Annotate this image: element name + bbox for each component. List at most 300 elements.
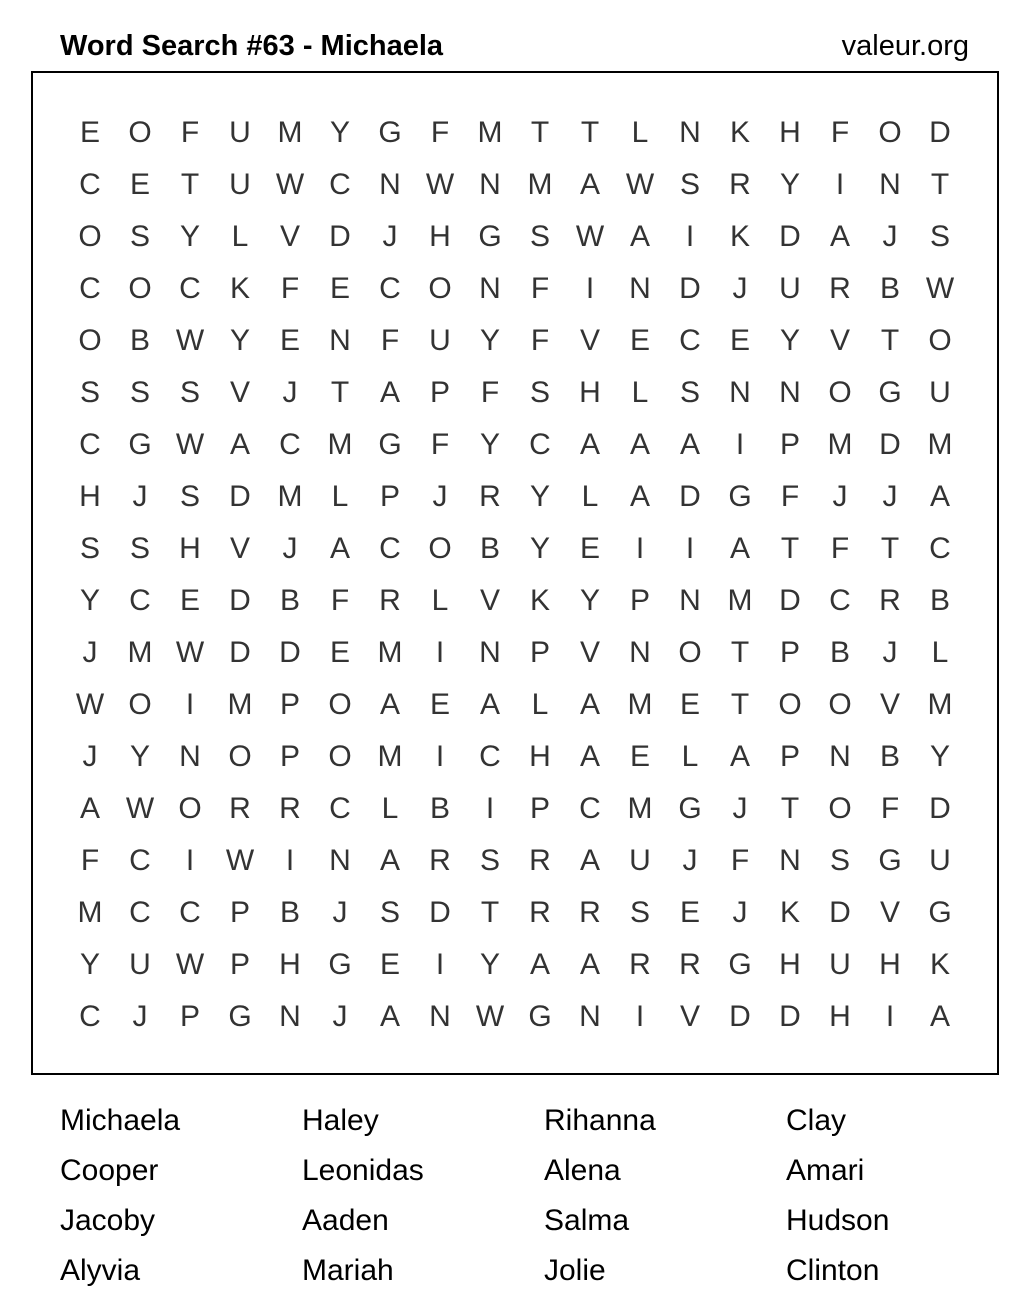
grid-cell: N	[429, 1000, 451, 1033]
grid-cell: J	[132, 1000, 148, 1033]
grid-cell: D	[679, 272, 701, 305]
grid-cell: H	[579, 376, 601, 409]
grid-cell: V	[879, 896, 900, 929]
word-list-item: Clinton	[786, 1254, 880, 1287]
grid-cell: A	[579, 428, 600, 461]
grid-cell: F	[380, 324, 400, 357]
grid-cell: O	[928, 324, 952, 357]
grid-cell: P	[429, 376, 450, 409]
grid-cell: O	[428, 532, 452, 565]
grid-cell: G	[228, 1000, 252, 1033]
grid-cell: P	[229, 948, 250, 981]
grid-cell: W	[925, 272, 955, 305]
grid-cell: J	[332, 896, 348, 929]
grid-cell: G	[528, 1000, 552, 1033]
grid-cell: H	[529, 740, 551, 773]
grid-cell: H	[879, 948, 901, 981]
grid-cell: D	[729, 1000, 751, 1033]
grid-cell: H	[779, 116, 801, 149]
grid-cell: T	[780, 532, 800, 565]
grid-cell: I	[585, 272, 595, 305]
grid-cell: I	[685, 532, 695, 565]
word-list-item: Hudson	[786, 1204, 890, 1237]
grid-cell: O	[778, 688, 802, 721]
grid-cell: A	[329, 532, 350, 565]
grid-cell: B	[479, 532, 500, 565]
grid-cell: A	[579, 844, 600, 877]
grid-cell: A	[929, 1000, 950, 1033]
grid-cell: V	[879, 688, 900, 721]
grid-cell: I	[885, 1000, 895, 1033]
grid-cell: W	[225, 844, 255, 877]
grid-cell: R	[279, 792, 301, 825]
grid-cell: M	[727, 584, 753, 617]
grid-cell: I	[285, 844, 295, 877]
grid-cell: J	[282, 532, 298, 565]
grid-cell: U	[829, 948, 851, 981]
grid-cell: A	[629, 220, 650, 253]
grid-cell: D	[929, 116, 951, 149]
grid-cell: E	[329, 272, 350, 305]
grid-cell: W	[625, 168, 655, 201]
grid-cell: J	[832, 480, 848, 513]
grid-cell: Y	[529, 532, 550, 565]
grid-cell: Y	[779, 168, 800, 201]
grid-cell: U	[229, 168, 251, 201]
grid-cell: L	[531, 688, 549, 721]
grid-cell: H	[179, 532, 201, 565]
grid-cell: O	[178, 792, 202, 825]
grid-cell: A	[579, 740, 600, 773]
grid-cell: N	[179, 740, 201, 773]
grid-cell: O	[228, 740, 252, 773]
grid-cell: C	[179, 896, 201, 929]
grid-cell: D	[779, 584, 801, 617]
grid-cell: M	[77, 896, 103, 929]
grid-cell: R	[479, 480, 501, 513]
grid-cell: N	[679, 116, 701, 149]
grid-cell: U	[929, 844, 951, 877]
grid-cell: H	[779, 948, 801, 981]
grid-cell: C	[679, 324, 701, 357]
grid-cell: V	[229, 376, 250, 409]
grid-cell: N	[879, 168, 901, 201]
grid-cell: K	[729, 116, 750, 149]
grid-cell: N	[579, 1000, 601, 1033]
grid-cell: A	[529, 948, 550, 981]
grid-cell: H	[829, 1000, 851, 1033]
grid-cell: O	[128, 688, 152, 721]
word-list-item: Leonidas	[302, 1154, 424, 1187]
grid-cell: T	[930, 168, 950, 201]
grid-cell: F	[530, 324, 550, 357]
grid-cell: I	[635, 1000, 645, 1033]
grid-cell: F	[830, 532, 850, 565]
grid-cell: A	[579, 168, 600, 201]
grid-cell: B	[829, 636, 850, 669]
grid-cell: D	[779, 220, 801, 253]
grid-cell: A	[629, 428, 650, 461]
grid-cell: K	[729, 220, 750, 253]
grid-cell: N	[629, 636, 651, 669]
grid-cell: S	[929, 220, 950, 253]
grid-cell: Y	[79, 584, 100, 617]
grid-cell: M	[627, 688, 653, 721]
grid-cell: J	[82, 740, 98, 773]
grid-cell: R	[429, 844, 451, 877]
grid-cell: P	[229, 896, 250, 929]
grid-cell: D	[229, 584, 251, 617]
grid-cell: A	[379, 844, 400, 877]
grid-cell: K	[529, 584, 550, 617]
grid-cell: J	[732, 896, 748, 929]
grid-cell: G	[678, 792, 702, 825]
grid-cell: F	[830, 116, 850, 149]
grid-cell: P	[529, 792, 550, 825]
grid-cell: L	[581, 480, 599, 513]
grid-cell: H	[429, 220, 451, 253]
grid-cell: R	[879, 584, 901, 617]
grid-cell: Y	[229, 324, 250, 357]
grid-cell: W	[475, 1000, 505, 1033]
grid-cell: V	[229, 532, 250, 565]
grid-cell: M	[477, 116, 503, 149]
grid-cell: E	[429, 688, 450, 721]
grid-cell: U	[779, 272, 801, 305]
word-list-item: Michaela	[60, 1104, 181, 1137]
grid-cell: E	[729, 324, 750, 357]
grid-cell: S	[79, 376, 100, 409]
grid-cell: J	[132, 480, 148, 513]
grid-cell: F	[430, 116, 450, 149]
grid-cell: A	[729, 740, 750, 773]
grid-cell: Y	[779, 324, 800, 357]
grid-cell: W	[175, 948, 205, 981]
grid-cell: W	[175, 324, 205, 357]
grid-cell: C	[79, 168, 101, 201]
word-list-item: Rihanna	[544, 1104, 656, 1137]
grid-cell: O	[128, 272, 152, 305]
grid-cell: E	[279, 324, 300, 357]
grid-cell: L	[681, 740, 699, 773]
grid-cell: G	[728, 480, 752, 513]
grid-cell: D	[779, 1000, 801, 1033]
grid-cell: Y	[329, 116, 350, 149]
grid-cell: C	[79, 428, 101, 461]
grid-cell: P	[279, 688, 300, 721]
grid-cell: I	[835, 168, 845, 201]
grid-cell: E	[329, 636, 350, 669]
grid-cell: P	[179, 1000, 200, 1033]
grid-cell: A	[729, 532, 750, 565]
grid-cell: B	[279, 584, 300, 617]
grid-cell: C	[529, 428, 551, 461]
grid-cell: F	[80, 844, 100, 877]
grid-cell: V	[679, 1000, 700, 1033]
word-list-item: Aaden	[302, 1204, 389, 1237]
word-list-item: Cooper	[60, 1154, 159, 1187]
grid-cell: U	[629, 844, 651, 877]
grid-cell: M	[377, 740, 403, 773]
grid-cell: N	[279, 1000, 301, 1033]
grid-cell: C	[129, 896, 151, 929]
grid-cell: G	[928, 896, 952, 929]
grid-cell: T	[530, 116, 550, 149]
grid-cell: B	[279, 896, 300, 929]
grid-cell: A	[379, 376, 400, 409]
grid-cell: O	[878, 116, 902, 149]
grid-cell: C	[129, 584, 151, 617]
grid-cell: W	[275, 168, 305, 201]
grid-cell: S	[129, 220, 150, 253]
grid-cell: P	[529, 636, 550, 669]
grid-cell: T	[330, 376, 350, 409]
grid-cell: S	[379, 896, 400, 929]
word-list-item: Salma	[544, 1204, 630, 1237]
grid-cell: O	[128, 116, 152, 149]
grid-cell: T	[880, 324, 900, 357]
grid-cell: I	[735, 428, 745, 461]
grid-cell: L	[231, 220, 249, 253]
grid-cell: Y	[579, 584, 600, 617]
grid-cell: P	[279, 740, 300, 773]
grid-cell: C	[379, 532, 401, 565]
grid-cell: T	[730, 636, 750, 669]
grid-cell: O	[828, 688, 852, 721]
grid-cell: E	[679, 896, 700, 929]
puzzle-title: Word Search #63 - Michaela	[60, 30, 444, 62]
grid-cell: D	[279, 636, 301, 669]
grid-cell: C	[479, 740, 501, 773]
grid-cell: D	[329, 220, 351, 253]
grid-cell: J	[282, 376, 298, 409]
grid-cell: N	[779, 376, 801, 409]
grid-cell: M	[327, 428, 353, 461]
grid-cell: G	[378, 428, 402, 461]
puzzle-board	[31, 71, 999, 1075]
grid-cell: F	[280, 272, 300, 305]
grid-cell: M	[377, 636, 403, 669]
grid-cell: R	[529, 844, 551, 877]
grid-cell: V	[579, 324, 600, 357]
grid-cell: T	[480, 896, 500, 929]
grid-cell: A	[579, 688, 600, 721]
grid-cell: P	[629, 584, 650, 617]
grid-cell: D	[229, 636, 251, 669]
grid-cell: R	[629, 948, 651, 981]
grid-cell: A	[79, 792, 100, 825]
grid-cell: E	[679, 688, 700, 721]
grid-cell: E	[129, 168, 150, 201]
grid-cell: E	[379, 948, 400, 981]
grid-cell: V	[479, 584, 500, 617]
grid-cell: H	[79, 480, 101, 513]
grid-cell: U	[229, 116, 251, 149]
grid-cell: C	[929, 532, 951, 565]
grid-cell: O	[328, 740, 352, 773]
grid-cell: N	[329, 844, 351, 877]
grid-cell: I	[685, 220, 695, 253]
grid-cell: K	[229, 272, 250, 305]
grid-cell: W	[125, 792, 155, 825]
grid-cell: V	[829, 324, 850, 357]
grid-cell: Y	[479, 428, 500, 461]
grid-cell: P	[379, 480, 400, 513]
grid-cell: M	[627, 792, 653, 825]
grid-cell: S	[479, 844, 500, 877]
grid-cell: S	[129, 376, 150, 409]
grid-cell: Y	[79, 948, 100, 981]
grid-cell: N	[679, 584, 701, 617]
grid-cell: A	[479, 688, 500, 721]
grid-cell: E	[629, 324, 650, 357]
word-list-item: Clay	[786, 1104, 847, 1137]
grid-cell: M	[927, 428, 953, 461]
grid-cell: I	[435, 636, 445, 669]
grid-cell: J	[882, 636, 898, 669]
grid-cell: Y	[479, 324, 500, 357]
grid-cell: J	[732, 792, 748, 825]
grid-cell: I	[635, 532, 645, 565]
grid-cell: W	[75, 688, 105, 721]
word-list-item: Jacoby	[60, 1204, 156, 1237]
grid-cell: T	[580, 116, 600, 149]
grid-cell: N	[729, 376, 751, 409]
grid-cell: A	[929, 480, 950, 513]
word-list-item: Haley	[302, 1104, 379, 1137]
grid-cell: F	[530, 272, 550, 305]
grid-cell: I	[485, 792, 495, 825]
grid-cell: N	[479, 168, 501, 201]
grid-cell: R	[729, 168, 751, 201]
grid-cell: U	[929, 376, 951, 409]
grid-cell: A	[829, 220, 850, 253]
grid-cell: S	[829, 844, 850, 877]
word-list-item: Amari	[786, 1154, 865, 1187]
grid-cell: F	[330, 584, 350, 617]
grid-cell: F	[430, 428, 450, 461]
grid-cell: I	[185, 844, 195, 877]
grid-cell: A	[229, 428, 250, 461]
grid-cell: W	[425, 168, 455, 201]
grid-cell: E	[629, 740, 650, 773]
grid-cell: C	[829, 584, 851, 617]
grid-cell: A	[379, 688, 400, 721]
grid-cell: U	[429, 324, 451, 357]
grid-cell: F	[480, 376, 500, 409]
grid-cell: S	[529, 376, 550, 409]
grid-cell: R	[379, 584, 401, 617]
grid-cell: O	[328, 688, 352, 721]
word-list-item: Alena	[544, 1154, 621, 1187]
grid-cell: H	[279, 948, 301, 981]
grid-cell: B	[879, 740, 900, 773]
site-name: valeur.org	[841, 30, 969, 62]
grid-cell: C	[279, 428, 301, 461]
grid-cell: J	[332, 1000, 348, 1033]
grid-cell: M	[827, 428, 853, 461]
grid-cell: R	[229, 792, 251, 825]
grid-cell: K	[929, 948, 950, 981]
grid-cell: N	[479, 636, 501, 669]
grid-cell: O	[828, 792, 852, 825]
grid-cell: C	[579, 792, 601, 825]
grid-cell: K	[779, 896, 800, 929]
grid-cell: C	[379, 272, 401, 305]
grid-cell: O	[78, 324, 102, 357]
grid-cell: Y	[179, 220, 200, 253]
grid-cell: J	[682, 844, 698, 877]
grid-cell: C	[79, 1000, 101, 1033]
grid-cell: D	[829, 896, 851, 929]
grid-cell: C	[179, 272, 201, 305]
grid-cell: A	[579, 948, 600, 981]
grid-cell: C	[79, 272, 101, 305]
grid-cell: D	[879, 428, 901, 461]
grid-cell: B	[129, 324, 150, 357]
letter-grid	[65, 107, 965, 1043]
grid-cell: W	[175, 428, 205, 461]
grid-cell: L	[631, 376, 649, 409]
grid-cell: M	[277, 116, 303, 149]
grid-cell: L	[431, 584, 449, 617]
grid-cell: F	[730, 844, 750, 877]
grid-cell: A	[379, 1000, 400, 1033]
grid-cell: C	[329, 168, 351, 201]
grid-cell: M	[527, 168, 553, 201]
grid-cell: D	[229, 480, 251, 513]
grid-cell: T	[880, 532, 900, 565]
grid-cell: B	[429, 792, 450, 825]
grid-cell: I	[435, 948, 445, 981]
grid-cell: C	[329, 792, 351, 825]
grid-cell: R	[579, 896, 601, 929]
word-list-item: Jolie	[544, 1254, 606, 1287]
grid-cell: E	[179, 584, 200, 617]
grid-cell: N	[329, 324, 351, 357]
grid-cell: S	[679, 376, 700, 409]
grid-cell: G	[478, 220, 502, 253]
grid-cell: T	[780, 792, 800, 825]
grid-cell: S	[79, 532, 100, 565]
grid-cell: S	[179, 480, 200, 513]
grid-cell: J	[732, 272, 748, 305]
grid-cell: J	[82, 636, 98, 669]
grid-cell: O	[678, 636, 702, 669]
grid-cell: Y	[129, 740, 150, 773]
grid-cell: N	[379, 168, 401, 201]
grid-cell: F	[180, 116, 200, 149]
grid-cell: N	[829, 740, 851, 773]
grid-cell: J	[882, 220, 898, 253]
grid-cell: M	[927, 688, 953, 721]
grid-cell: T	[730, 688, 750, 721]
grid-cell: L	[331, 480, 349, 513]
grid-cell: Y	[529, 480, 550, 513]
grid-cell: G	[878, 376, 902, 409]
grid-cell: D	[679, 480, 701, 513]
grid-cell: E	[79, 116, 100, 149]
grid-cell: C	[129, 844, 151, 877]
grid-cell: Y	[929, 740, 950, 773]
grid-cell: O	[828, 376, 852, 409]
word-list	[60, 1096, 986, 1296]
grid-cell: A	[629, 480, 650, 513]
grid-cell: V	[579, 636, 600, 669]
grid-cell: G	[728, 948, 752, 981]
grid-cell: U	[129, 948, 151, 981]
grid-cell: N	[779, 844, 801, 877]
